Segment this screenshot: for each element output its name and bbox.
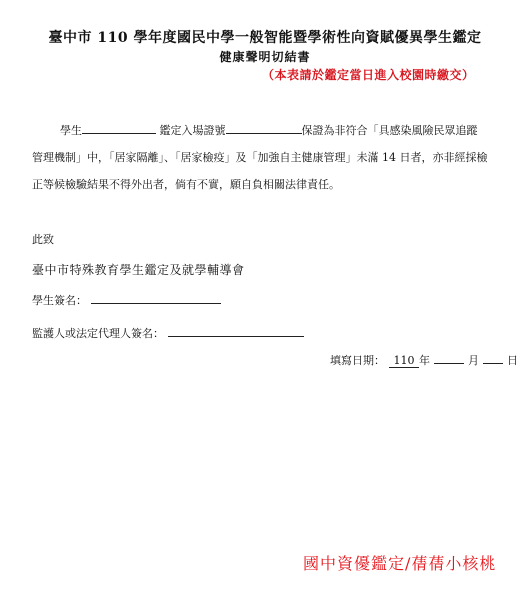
salutation: 此致	[32, 233, 54, 246]
date-month-unit: 月	[468, 354, 479, 367]
admission-number-blank[interactable]	[226, 122, 302, 134]
declaration-line-2: 管理機制」中，「居家隔離」、「居家檢疫」及「加強自主健康管理」未滿 14 日者，亦非經採檢	[32, 151, 488, 164]
student-label: 學生	[60, 124, 82, 137]
watermark-text: 國中資優鑑定/蒨蒨小核桃	[303, 554, 497, 573]
guardian-signature-blank[interactable]	[168, 325, 304, 337]
submission-note: （本表請於鑑定當日進入校園時繳交）	[262, 68, 475, 82]
student-signature-blank[interactable]	[91, 292, 221, 304]
document-title: 臺中市 110 學年度國民中學一般智能暨學術性向資賦優異學生鑑定	[48, 30, 482, 46]
date-year-unit: 年	[419, 354, 430, 367]
date-row	[330, 352, 518, 368]
date-day-field[interactable]	[483, 352, 503, 364]
date-year-field[interactable]: 110	[389, 354, 419, 368]
guardian-signature-row	[32, 325, 304, 341]
student-name-blank[interactable]	[82, 122, 156, 134]
student-signature-row	[32, 292, 221, 308]
date-label: 填寫日期：	[330, 354, 385, 367]
declaration-line-1-text: 保證為非符合「具感染風險民眾追蹤	[301, 124, 478, 137]
document-subtitle: 健康聲明切結書	[219, 50, 311, 64]
declaration-line-3: 正等候檢驗結果不得外出者，倘有不實，願自負相關法律責任。	[32, 178, 340, 191]
admission-label: 鑑定入場證號	[159, 124, 226, 137]
declaration-line-1	[60, 122, 528, 138]
student-signature-label: 學生簽名：	[32, 294, 87, 307]
guardian-signature-label: 監護人或法定代理人簽名：	[32, 327, 164, 340]
date-day-unit: 日	[507, 354, 518, 367]
date-month-field[interactable]	[434, 352, 464, 364]
recipient-organization: 臺中市特殊教育學生鑑定及就學輔導會	[32, 263, 245, 277]
